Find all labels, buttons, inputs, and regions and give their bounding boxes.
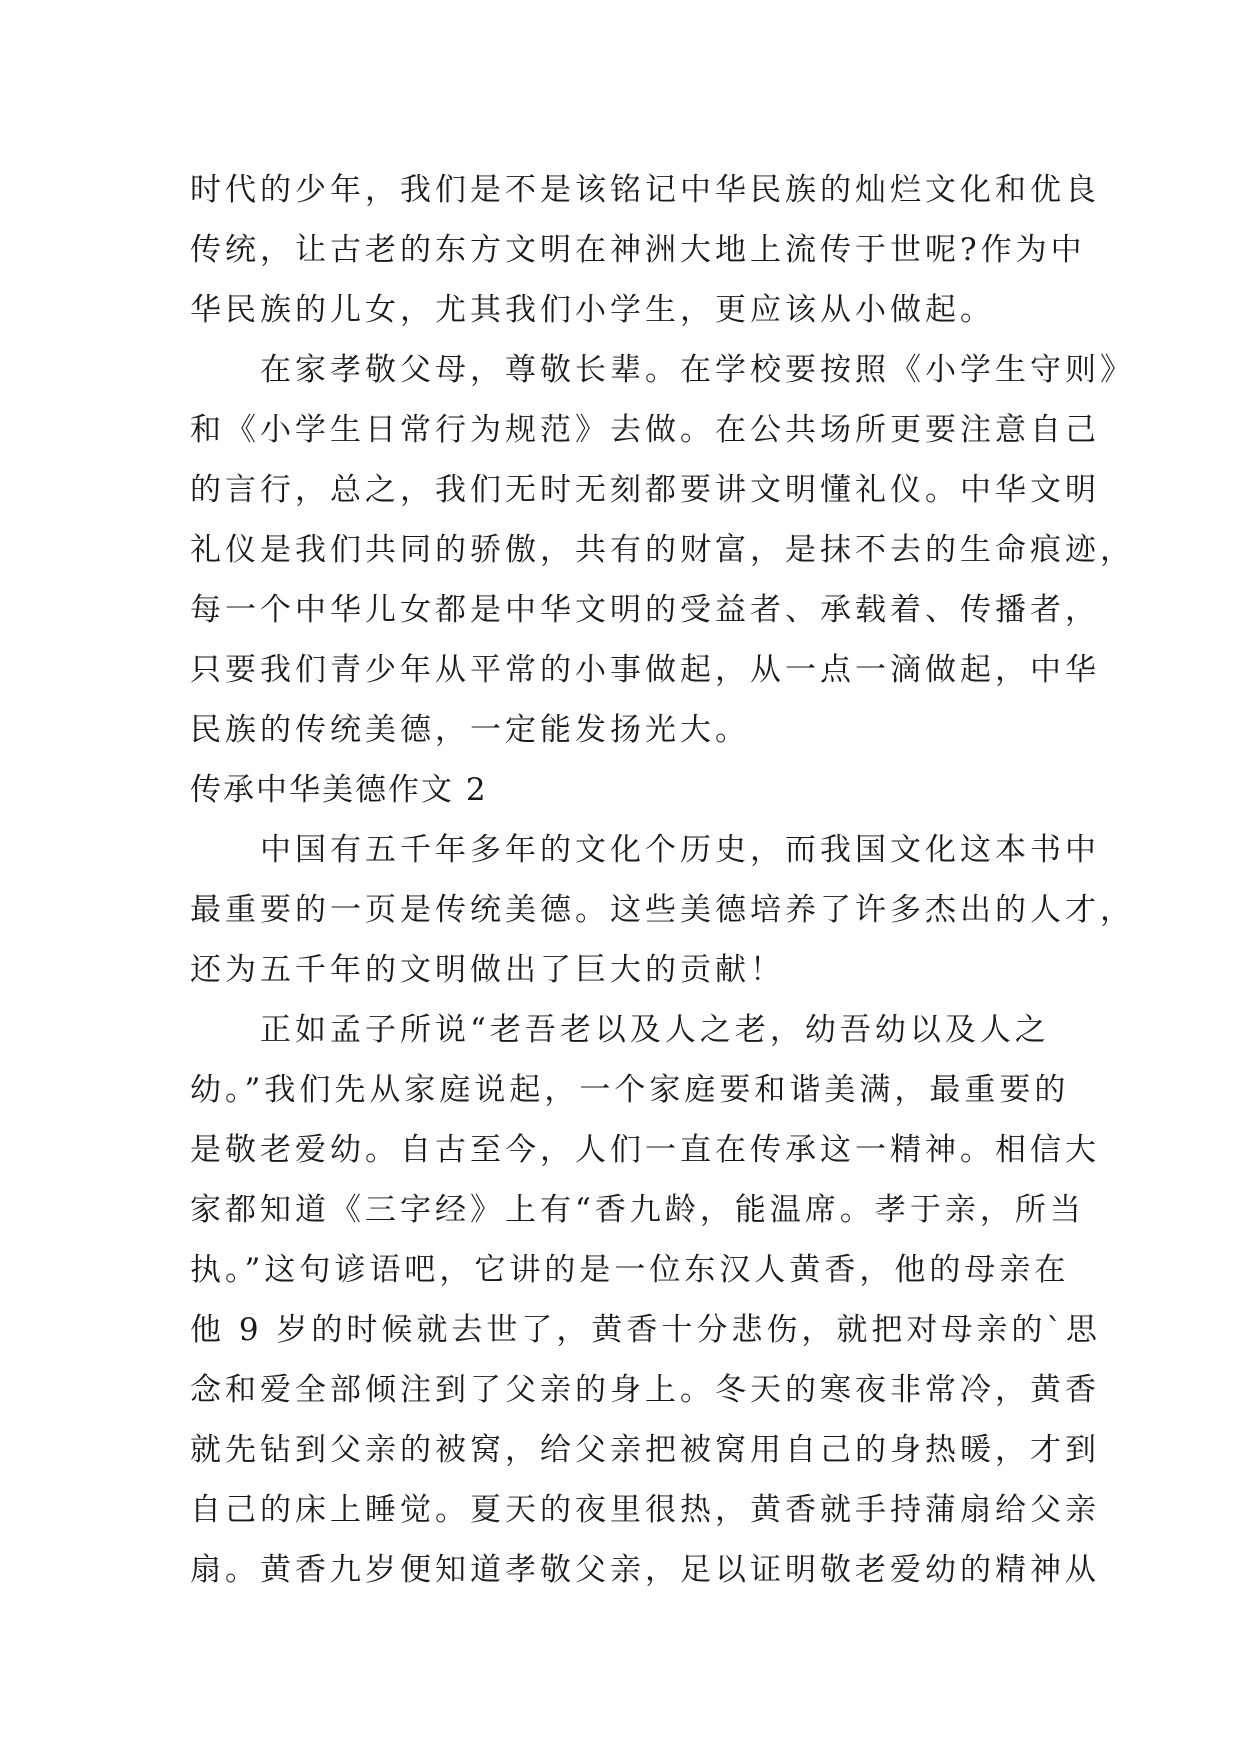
text-line: 的言行，总之，我们无时无刻都要讲文明懂礼仪。中华文明 — [190, 472, 1100, 508]
text-line: 家都知道《三字经》上有“香九龄，能温席。孝于亲，所当 — [190, 1192, 1085, 1228]
text-line: 正如孟子所说“老吾老以及人之老，幼吾幼以及人之 — [190, 1012, 1050, 1048]
text-line: 自己的床上睡觉。夏天的夜里很热，黄香就手持蒲扇给父亲 — [190, 1492, 1100, 1528]
text-line: 还为五千年的文明做出了巨大的贡献！ — [190, 952, 785, 988]
section-heading: 传承中华美德作文 2 — [190, 772, 488, 808]
text-line: 时代的少年，我们是不是该铭记中华民族的灿烂文化和优良 — [190, 172, 1100, 208]
text-line: 华民族的儿女，尤其我们小学生，更应该从小做起。 — [190, 292, 995, 328]
text-line: 执。”这句谚语吧，它讲的是一位东汉人黄香，他的母亲在 — [190, 1252, 1070, 1288]
text-line: 民族的传统美德，一定能发扬光大。 — [190, 712, 750, 748]
text-line: 是敬老爱幼。自古至今，人们一直在传承这一精神。相信大 — [190, 1132, 1100, 1168]
text-line: 和《小学生日常行为规范》去做。在公共场所更要注意自己 — [190, 412, 1100, 448]
text-line: 每一个中华儿女都是中华文明的受益者、承载着、传播者， — [190, 592, 1100, 628]
text-line: 礼仪是我们共同的骄傲，共有的财富，是抹不去的生命痕迹， — [190, 532, 1135, 568]
text-line: 他 9 岁的时候就去世了，黄香十分悲伤，就把对母亲的`思 — [190, 1312, 1101, 1348]
text-line: 幼。”我们先从家庭说起，一个家庭要和谐美满，最重要的 — [190, 1072, 1070, 1108]
text-line: 在家孝敬父母，尊敬长辈。在学校要按照《小学生守则》 — [190, 352, 1135, 388]
document-body — [190, 160, 1135, 1600]
text-line: 扇。黄香九岁便知道孝敬父亲，足以证明敬老爱幼的精神从 — [190, 1552, 1100, 1588]
text-line: 中国有五千年多年的文化个历史，而我国文化这本书中 — [190, 832, 1100, 868]
text-line: 只要我们青少年从平常的小事做起，从一点一滴做起，中华 — [190, 652, 1100, 688]
text-line: 传统，让古老的东方文明在神洲大地上流传于世呢?作为中 — [190, 232, 1086, 268]
text-line: 最重要的一页是传统美德。这些美德培养了许多杰出的人才， — [190, 892, 1135, 928]
text-line: 念和爱全部倾注到了父亲的身上。冬天的寒夜非常冷，黄香 — [190, 1372, 1100, 1408]
text-line: 就先钻到父亲的被窝，给父亲把被窝用自己的身热暖，才到 — [190, 1432, 1100, 1468]
